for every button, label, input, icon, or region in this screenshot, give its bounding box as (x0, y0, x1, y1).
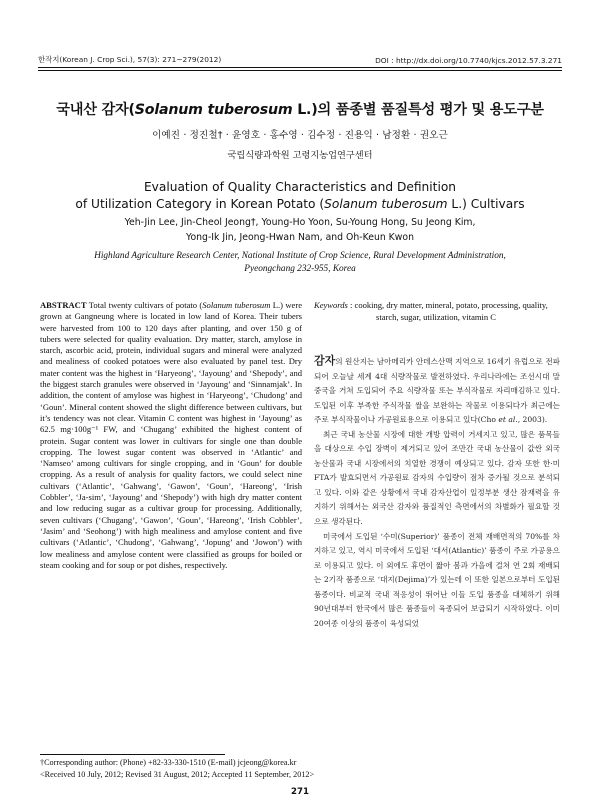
korean-body-text (314, 354, 560, 631)
keywords-list: : cooking, dry matter, mineral, potato, processing, quality, starch, sugar, utilization, vitamin C (350, 300, 548, 322)
korean-affiliation: 국립식량과학원 고령지농업연구센터 (227, 150, 373, 161)
header-rule-thin (38, 70, 562, 71)
footnote-rule (40, 754, 225, 755)
abstract-label: ABSTRACT (40, 300, 87, 310)
received-dates: <Received 10 July, 2012; Revised 31 August, 2012; Accepted 11 September, 2012> (40, 770, 315, 779)
english-affiliation: Highland Agriculture Research Center, National Institute of Crop Science, Rural Development Administration, Pyeongchang 232-955, Korea (94, 251, 506, 274)
korean-title: 국내산 감자(Solanum tuberosum L.)의 품종별 품질특성 평가 및 용도구분 (56, 102, 544, 118)
english-title: Evaluation of Quality Characteristics and Definition of Utilization Category in Korean Potato (Solanum tuberosum L.) Cultivars (75, 180, 525, 211)
keywords (314, 300, 560, 323)
keywords-label: Keywords (314, 300, 348, 310)
header-rule-thick (38, 67, 562, 68)
body-paragraph: 최근 국내 농산물 시장에 대한 개방 압력이 거세지고 있고, 많은 품목들을 대상으로 수입 장벽이 제거되고 있어 조만간 국내 농산물이 값싼 외국 농산물과 국내 시장에서의 치열한 경쟁이 예상되고 있다. 감자 또한 한·미 FTA가 발효되면서 가공원료 감자의 수입량이 점차 증가될 것으로 분석되고 있다. 이와 같은 상황에서 국내 감자산업이 일정부분 생산 잠재력을 유지하기 위해서는 외국산 감자와 품질적인 측면에서의 차별화가 필요할 것으로 생각된다. (314, 429, 560, 527)
footnote (40, 757, 560, 781)
abstract: ABSTRACT Total twenty cultivars of potato (Solanum tuberosum L.) were grown at Gangneung where is located in low land of Korea. Their tubers were harvested from 100 to 120 days after planting, and over 150 g of tubers were selected for quality evaluation. Dry matter, starch, amylose in starch, ascorbic acid, protein, individual sugars and mineral were analyzed and mealiness of cooked potatoes were also evaluated by panel test. Dry mater content was the highest in ‘Haryeong’, ‘Jayoung’ and ‘Shepody’, and the biggest starch granules were observed in ‘Jayoung’ and ‘Sinnamjak’. In addition, the content of amylose was highest in ‘Haryeong’, ‘Chudong’ and ‘Goun’. Mineral content showed the slight difference between cultivars, but it’s tendency was not clear. Vitamin C content was highest in ‘Jayoung’ as 62.5 mg·100g⁻¹ FW, and ‘Chugang’ exhibited the highest content of protein. Sugar content was lower in cultivars for single one than double cropping. The lowest sugar content was observed in ‘Atlantic’ and ‘Namseo’ among cultivars for single cropping, and in ‘Goun’ for double cropping. As a result of analysis for quality factors, we could select nine cultivars (‘Atlantic’, ‘Gahwang’, ‘Gawon’, ‘Goun’, ‘Hareong’, ‘Irish Cobbler’, ‘Ja-sim’, ‘Jayoung’ and ‘Shepody’) with high dry matter content and low reducing sugar as a cultivar group for processing. Additionally, seven cultivars (‘Chugang’, ‘Gawon’, ‘Goun’, ‘Hareong’, ‘Irish Cobbler’, ‘Jasim’ and ‘Seohong’) with high mealiness and amylose content and five cultivars (‘Atlantic’, ‘Chudong’, ‘Gahwang’, ‘Jopung’ and ‘Jowon’) with low mealiness and amylose content were classified as groups for boiled or steam cooking and for soup or pot dishes, respectively. (40, 300, 302, 570)
english-authors: Yeh-Jin Lee, Jin-Cheol Jeong†, Young-Ho Yoon, Su-Young Hong, Su Jeong Kim, Yong-Ik Jin, Jeong-Hwan Nam, and Oh-Keun Kwon (124, 217, 476, 243)
journal-citation: 한작지(Korean J. Crop Sci.), 57(3): 271~279(2012) (38, 55, 222, 64)
body-paragraph: 감자의 원산지는 남아메리카 안데스산맥 지역으로 16세기 유럽으로 전파되어 오늘날 세계 4대 식량작물로 발전하였다. 우리나라에는 조선시대 말 중국을 거쳐 도입되어 주요 식량작물 또는 부식작물로 자리매김하고 있다. 도입된 이후 부족한 주식작물 쌀을 보완하는 작물로 이용되다가 최근에는 주로 부식작물이나 가공원료용으로 이용되고 있다(Cho et al., 2003). (314, 354, 560, 425)
running-header (38, 47, 562, 65)
page-number: 271 (291, 787, 309, 797)
doi-link[interactable]: DOI : http://dx.doi.org/10.7740/kjcs.2012.57.3.271 (375, 56, 562, 65)
korean-authors: 이예진 · 정진철† · 윤영호 · 홍수영 · 김수정 · 진용익 · 남정환 · 권오근 (152, 130, 448, 141)
body-paragraph: 미국에서 도입된 ‘수미(Superior)’ 품종이 전체 재배면적의 70%를 차지하고 있고, 역시 미국에서 도입된 ‘대서(Atlantic)’ 품종이 주로 가공용으로 이용되고 있다. 이 외에도 휴면이 짧아 봄과 가을에 걸쳐 연 2회 재배되는 2기작 품종으로 ‘대지(Dejima)’가 있는데 이 또한 일본으로부터 도입된 품종이다. 비교적 국내 적응성이 뛰어난 이들 도입 품종을 대체하기 위해 90년대부터 한국에서 많은 품종들이 육종되어 보급되기 시작하였다. 이미 20여종 이상의 품종이 육성되었 (314, 531, 560, 628)
lead-word: 감자 (314, 354, 336, 367)
corresponding-author: †Corresponding author: (Phone) +82-33-330-1510 (E-mail) jcjeong@korea.kr (40, 758, 297, 767)
